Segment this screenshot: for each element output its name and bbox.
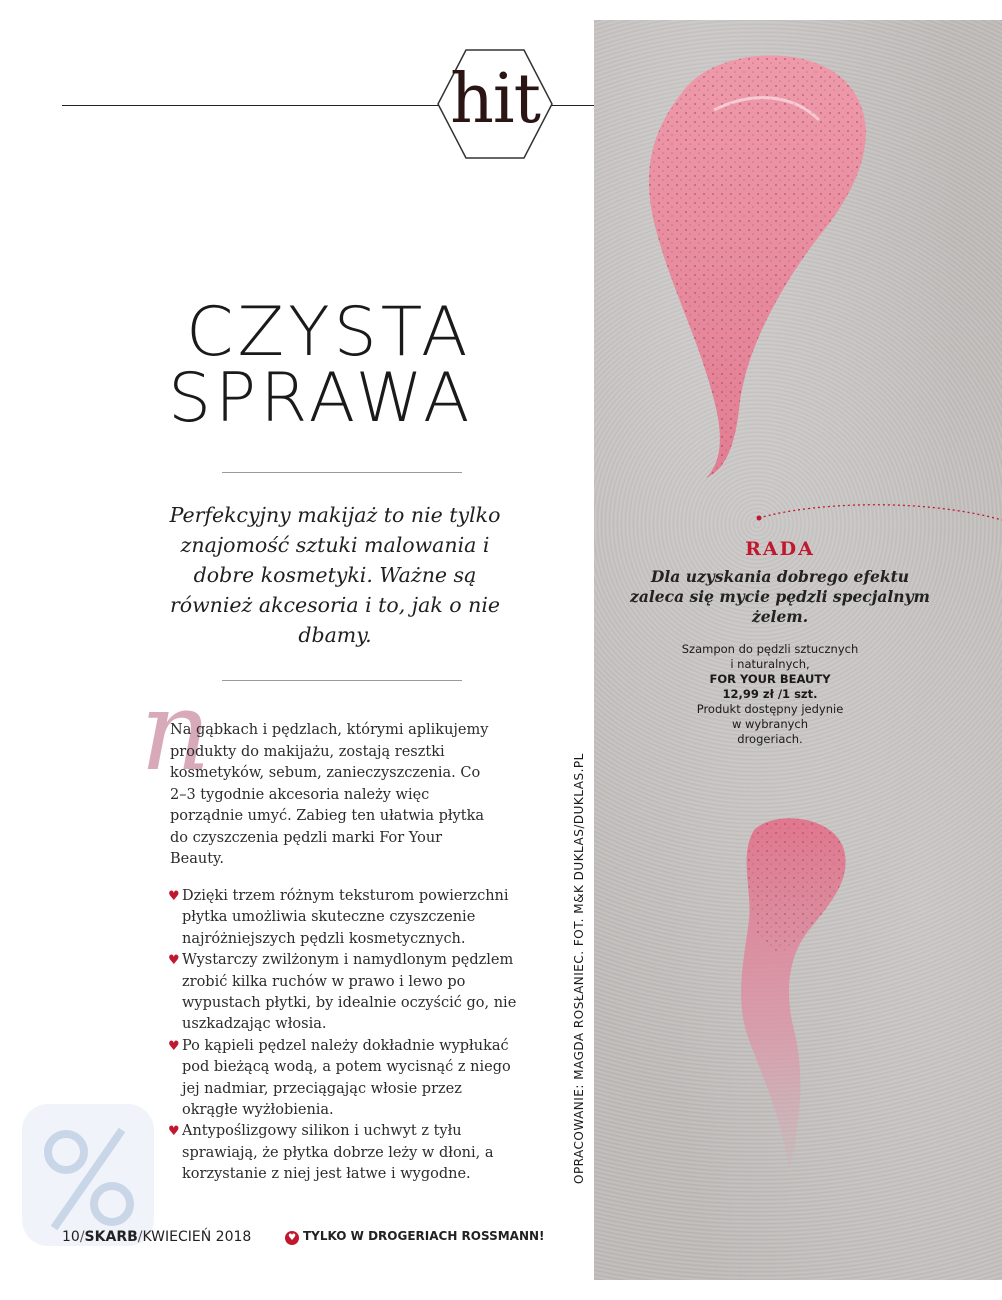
- product-price: 12,99 zł /1 szt.: [722, 687, 818, 701]
- list-item: [168, 886, 518, 950]
- product-brand: FOR YOUR BEAUTY: [709, 672, 831, 686]
- percent-watermark-icon: [18, 1100, 158, 1250]
- bullet-text: Wystarczy zwilżonym i namydlonym pędzlem zrobić kilka ruchów w prawo i lewo po wypustach płytki, by idealnie oczyścić go, nie uszkadzając włosia.: [182, 952, 517, 1033]
- product-name-line-1: Szampon do pędzli sztucznych: [681, 642, 859, 656]
- availability-line-1: Produkt dostępny jedynie: [696, 702, 844, 716]
- product-name-line-2: i naturalnych,: [730, 657, 810, 671]
- title-line-2: SPRAWA: [168, 359, 474, 438]
- bullet-text: Dzięki trzem różnym teksturom powierzchni płytka umożliwia skuteczne czyszczenie najróżniejszych pędzli kosmetycznych.: [182, 888, 509, 947]
- list-item: [168, 1036, 518, 1122]
- header-rule-left: [62, 105, 442, 106]
- heart-icon: ♥: [168, 953, 180, 969]
- photo-credit: OPRACOWANIE: MAGDA ROSŁANIEC. FOT. M&K DUKLAS/DUKLAS.PL: [572, 753, 586, 1184]
- availability-line-3: drogeriach.: [737, 732, 803, 746]
- tip-text: Dla uzyskania dobrego efektu zaleca się mycie pędzli specjalnym żelem.: [630, 567, 930, 626]
- store-promo: [285, 1229, 545, 1245]
- bullet-text: Po kąpieli pędzel należy dokładnie wypłukać pod bieżącą wodą, a potem wycisnąć z niego jej nadmiar, przeciągając włosie przez okrągłe wyżłobienia.: [182, 1037, 511, 1119]
- list-item: [168, 1121, 518, 1185]
- bullet-list: [168, 886, 518, 1186]
- magazine-name: SKARB: [84, 1229, 138, 1245]
- heart-icon: ♥: [168, 1124, 180, 1140]
- title-line-1: CZYSTA: [186, 293, 472, 372]
- pointer-dot-icon: [757, 516, 762, 521]
- heart-icon: ♥: [168, 889, 180, 904]
- tip-title: RADA: [745, 538, 815, 560]
- article-title: [168, 293, 548, 438]
- bullet-text: Antypoślizgowy silikon i uchwyt z tyłu sprawiają, że płytka dobrze leży w dłoni, a korzystanie z niej jest łatwe i wygodne.: [182, 1123, 494, 1183]
- list-item: [168, 950, 518, 1036]
- product-info: [660, 642, 880, 747]
- drop-cap: n: [140, 667, 211, 795]
- page-footer: 10/SKARB/KWIECIEŃ 2018: [62, 1229, 252, 1245]
- issue-date: KWIECIEŃ 2018: [142, 1229, 252, 1245]
- body-paragraph: Na gąbkach i pędzlach, którymi aplikujemy produkty do makijażu, zostają resztki kosmetyków, sebum, zanieczyszczenia. Co 2–3 tygodnie akcesoria należy więc porządnie umyć. Zabieg ten ułatwia płytka do czyszczenia pędzli marki For Your Beauty.: [170, 722, 489, 867]
- divider-bottom: [222, 680, 462, 681]
- lead-paragraph: Perfekcyjny makijaż to nie tylko znajomość sztuki malowania i dobre kosmetyki. Ważne są również akcesoria i to, jak o nie dbamy.: [169, 503, 501, 647]
- hit-badge: [436, 48, 554, 160]
- rossmann-logo-icon: ♥: [285, 1231, 299, 1245]
- divider-top: [222, 472, 462, 473]
- page-number: 10: [62, 1229, 80, 1245]
- heart-icon: ♥: [168, 1038, 180, 1054]
- badge-label: hit: [450, 60, 540, 139]
- promo-text: TYLKO W DROGERIACH ROSSMANN!: [303, 1229, 545, 1243]
- pointer-line: [759, 505, 1002, 520]
- availability-line-2: w wybranych: [731, 717, 809, 731]
